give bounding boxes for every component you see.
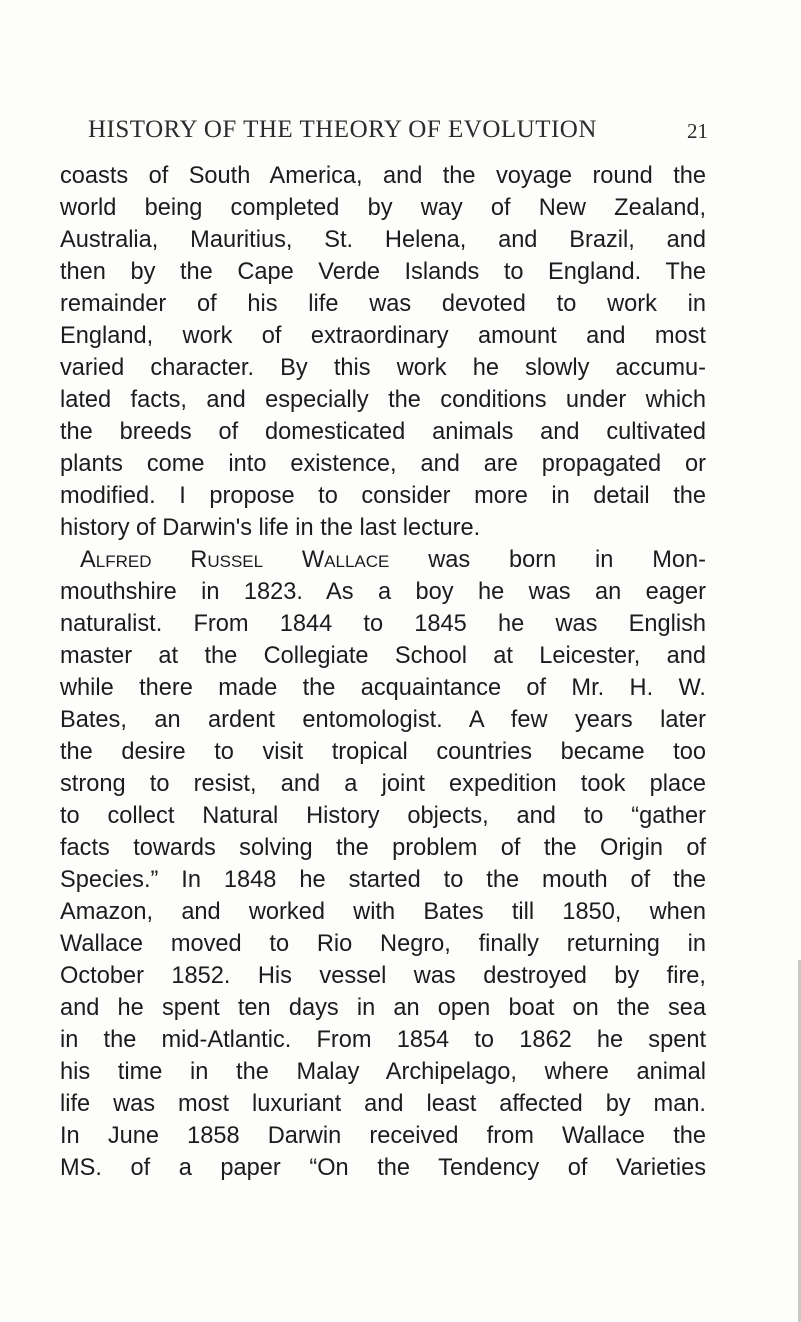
text-line: MS. of a paper “On the Tendency of Varieties	[60, 1155, 706, 1181]
text-line: Species.” In 1848 he started to the mouth of the	[60, 867, 706, 893]
page-header	[76, 116, 706, 150]
page-number: 21	[687, 119, 708, 143]
text-line: world being completed by way of New Zealand,	[60, 195, 706, 221]
body-text	[60, 160, 706, 1184]
text-line: Amazon, and worked with Bates till 1850, when	[60, 899, 706, 925]
text-line: October 1852. His vessel was destroyed by fire,	[60, 963, 706, 989]
text-line: then by the Cape Verde Islands to England. The	[60, 259, 706, 285]
text-line: the desire to visit tropical countries became too	[60, 739, 706, 765]
text-line: remainder of his life was devoted to work in	[60, 291, 706, 317]
text-line: while there made the acquaintance of Mr. H. W.	[60, 675, 706, 701]
text-line: plants come into existence, and are propagated or	[60, 451, 706, 477]
text-line: master at the Collegiate School at Leicester, and	[60, 643, 706, 669]
text-line: Wallace moved to Rio Negro, finally returning in	[60, 931, 706, 957]
text-line: to collect Natural History objects, and to “gather	[60, 803, 706, 829]
paragraph-start-line	[60, 544, 706, 576]
text-line: coasts of South America, and the voyage round the	[60, 163, 706, 189]
text-line: lated facts, and especially the conditions under which	[60, 387, 706, 413]
text-line: England, work of extraordinary amount and most	[60, 323, 706, 349]
text-line: naturalist. From 1844 to 1845 he was English	[60, 611, 706, 637]
text-line: mouthshire in 1823. As a boy he was an eager	[60, 579, 706, 605]
running-head: HISTORY OF THE THEORY OF EVOLUTION	[88, 116, 597, 143]
text-line: history of Darwin's life in the last lecture.	[60, 515, 481, 541]
text-line: the breeds of domesticated animals and cultivated	[60, 419, 706, 445]
text-line: modified. I propose to consider more in detail the	[60, 483, 706, 509]
text-line: facts towards solving the problem of the Origin of	[60, 835, 706, 861]
text-fragment: was born in Mon-	[428, 547, 706, 573]
text-line: in the mid-Atlantic. From 1854 to 1862 he spent	[60, 1027, 706, 1053]
text-line: strong to resist, and a joint expedition took place	[60, 771, 706, 797]
text-line: varied character. By this work he slowly accumu-	[60, 355, 706, 381]
text-line: Bates, an ardent entomologist. A few years later	[60, 707, 706, 733]
text-line: his time in the Malay Archipelago, where animal	[60, 1059, 706, 1085]
text-line: In June 1858 Darwin received from Wallace the	[60, 1123, 706, 1149]
text-line: Australia, Mauritius, St. Helena, and Brazil, and	[60, 227, 706, 253]
person-name: Alfred Russel Wallace	[80, 547, 390, 573]
text-line: and he spent ten days in an open boat on the sea	[60, 995, 706, 1021]
text-line: life was most luxuriant and least affected by man.	[60, 1091, 706, 1117]
